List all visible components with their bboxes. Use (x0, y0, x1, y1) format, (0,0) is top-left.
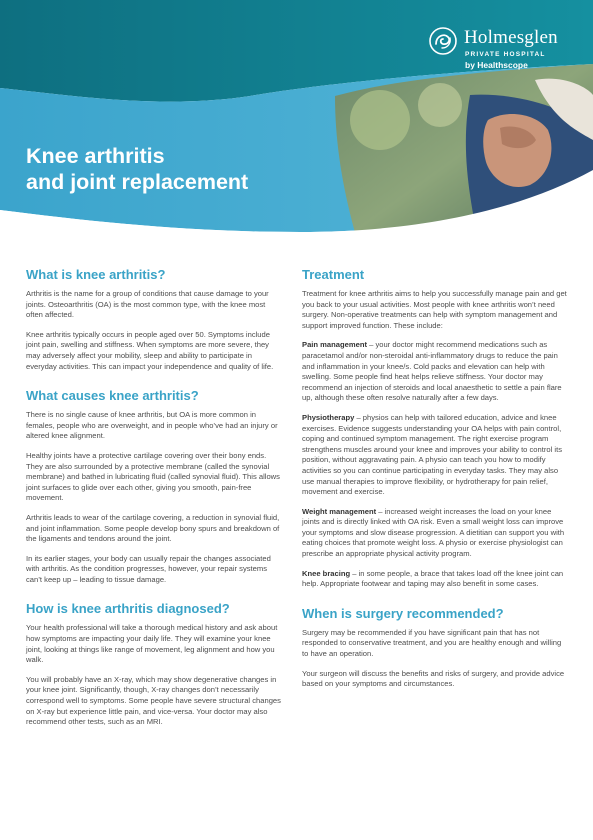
text-physiotherapy: – physios can help with tailored education, advice and knee exercises. Evidence suggests understanding your OA helps with pain control, coping and continued symptom management. The right exercise program strengthens muscles around your knee and improves your ability to control its position, without aggravating pain. A physio can teach you how to modify activities so you can continue participating in everyday tasks. They may also use manual therapies to improve flexibility, or hydrotherapy for pain relief, movement and exercise. (302, 412, 563, 497)
paragraph: Knee arthritis typically occurs in people aged over 50. Symptoms include joint pain, swelling and stiffness. When symptoms are more severe, they may adversely affect your mobility, sleep and ability to participate in everyday activities. This can impact your independence and quality of life. (26, 329, 274, 371)
paragraph: Your health professional will take a thorough medical history and ask about how symptoms are impacting your daily life. They will examine your knee joint, looking at things like range of movement, leg alignment and how you walk. (26, 623, 278, 665)
text-weight-management: – increased weight increases the load on your knee joints and is directly linked with OA risk. Even a small weight loss can improve your symptoms and slow disease progression. A dietitian can support you with eating choices that promote weight loss. A physio or exercise physiologist can prescribe an appropriate physical activity program. (302, 506, 565, 559)
right-column (302, 267, 568, 699)
paragraph: Arthritis is the name for a group of conditions that cause damage to your joints. Osteoarthritis (OA) is the most common type, with the knee most often affected. (26, 289, 269, 320)
paragraph: There is no single cause of knee arthritis, but OA is more common in females, people who are overweight, and in people who’ve had an injury or altered knee alignment. (26, 410, 278, 441)
section-heading-what-is: What is knee arthritis? (26, 267, 166, 282)
paragraph: Surgery may be recommended if you have significant pain that has not responded to conservative treatment, and you are healthy enough and willing to have an operation. (302, 627, 562, 659)
brand-tagline: by Healthscope (465, 60, 528, 70)
paragraph-pain-management (302, 340, 568, 404)
text-knee-bracing: – in some people, a brace that takes load off the knee joint can help. Appropriate footwear and taping may also benefit in some cases. (302, 568, 564, 589)
label-weight-management: Weight management (302, 506, 377, 516)
brand-name: Holmesglen (464, 27, 558, 48)
brand-subtitle: PRIVATE HOSPITAL (465, 51, 546, 58)
label-knee-bracing: Knee bracing (302, 568, 351, 578)
section-heading-surgery: When is surgery recommended? (302, 605, 504, 621)
title-line-1: Knee arthritis (26, 144, 165, 168)
section-heading-causes: What causes knee arthritis? (26, 388, 199, 404)
paragraph-physiotherapy (302, 413, 568, 498)
swirl-logo-icon (428, 26, 458, 56)
paragraph: Arthritis leads to wear of the cartilage covering, a reduction in synovial fluid, and joint inflammation. Some people develop bony spurs and breakdown of the ligaments and tendons around the joint. (26, 512, 280, 544)
page-title (26, 143, 248, 195)
label-pain-management: Pain management (302, 340, 367, 350)
paragraph: Healthy joints have a protective cartilage covering over their bony ends. They are also surrounded by a protective membrane (called the synovial membrane) and bathed in lubricating fluid (called synovial fluid). This allows joint surfaces to glide over each other, giving you smooth, pain-free movement. (26, 450, 280, 503)
paragraph: Your surgeon will discuss the benefits and risks of surgery, and provide advice based on your symptoms and circumstances. (302, 668, 565, 689)
paragraph: In its earlier stages, your body can usually repair the changes associated with arthritis. As the condition progresses, however, your repair systems can’t keep up – leading to tissue damage. (26, 553, 271, 584)
text-pain-management: – your doctor might recommend medications such as paracetamol and/or non-steroidal anti-inflammatory drugs to reduce the pain and inflammation in your knee/s. Cold packs and elevation can help with swelling. Some people find heat helps relieve stiffness. Your doctor may recommend an injection of steroids and local anaesthetic to settle a pain flare up, although these often resolve naturally after a few days. (302, 340, 562, 403)
paragraph-weight-management (302, 507, 568, 560)
paragraph-knee-bracing (302, 569, 568, 590)
left-column (26, 267, 284, 737)
label-physiotherapy: Physiotherapy (302, 412, 355, 422)
paragraph: Treatment for knee arthritis aims to help you successfully manage pain and get you back to your usual activities. Most people with knee arthritis won’t need surgery. Non-operative treatments can help with symptom management and support improved function. These include: (302, 289, 567, 330)
section-heading-treatment: Treatment (302, 267, 365, 282)
paragraph: You will probably have an X-ray, which may show degenerative changes in your knee joint. Significantly, though, X-ray changes don’t necessarily correspond well to symptoms. Some people have severe structural changes on X-ray but experience little pain, and vice-versa. Your doctor may also recommend other tests, such as an MRI. (26, 674, 281, 727)
section-heading-diagnosed: How is knee arthritis diagnosed? (26, 601, 230, 617)
title-line-2: and joint replacement (26, 170, 249, 194)
